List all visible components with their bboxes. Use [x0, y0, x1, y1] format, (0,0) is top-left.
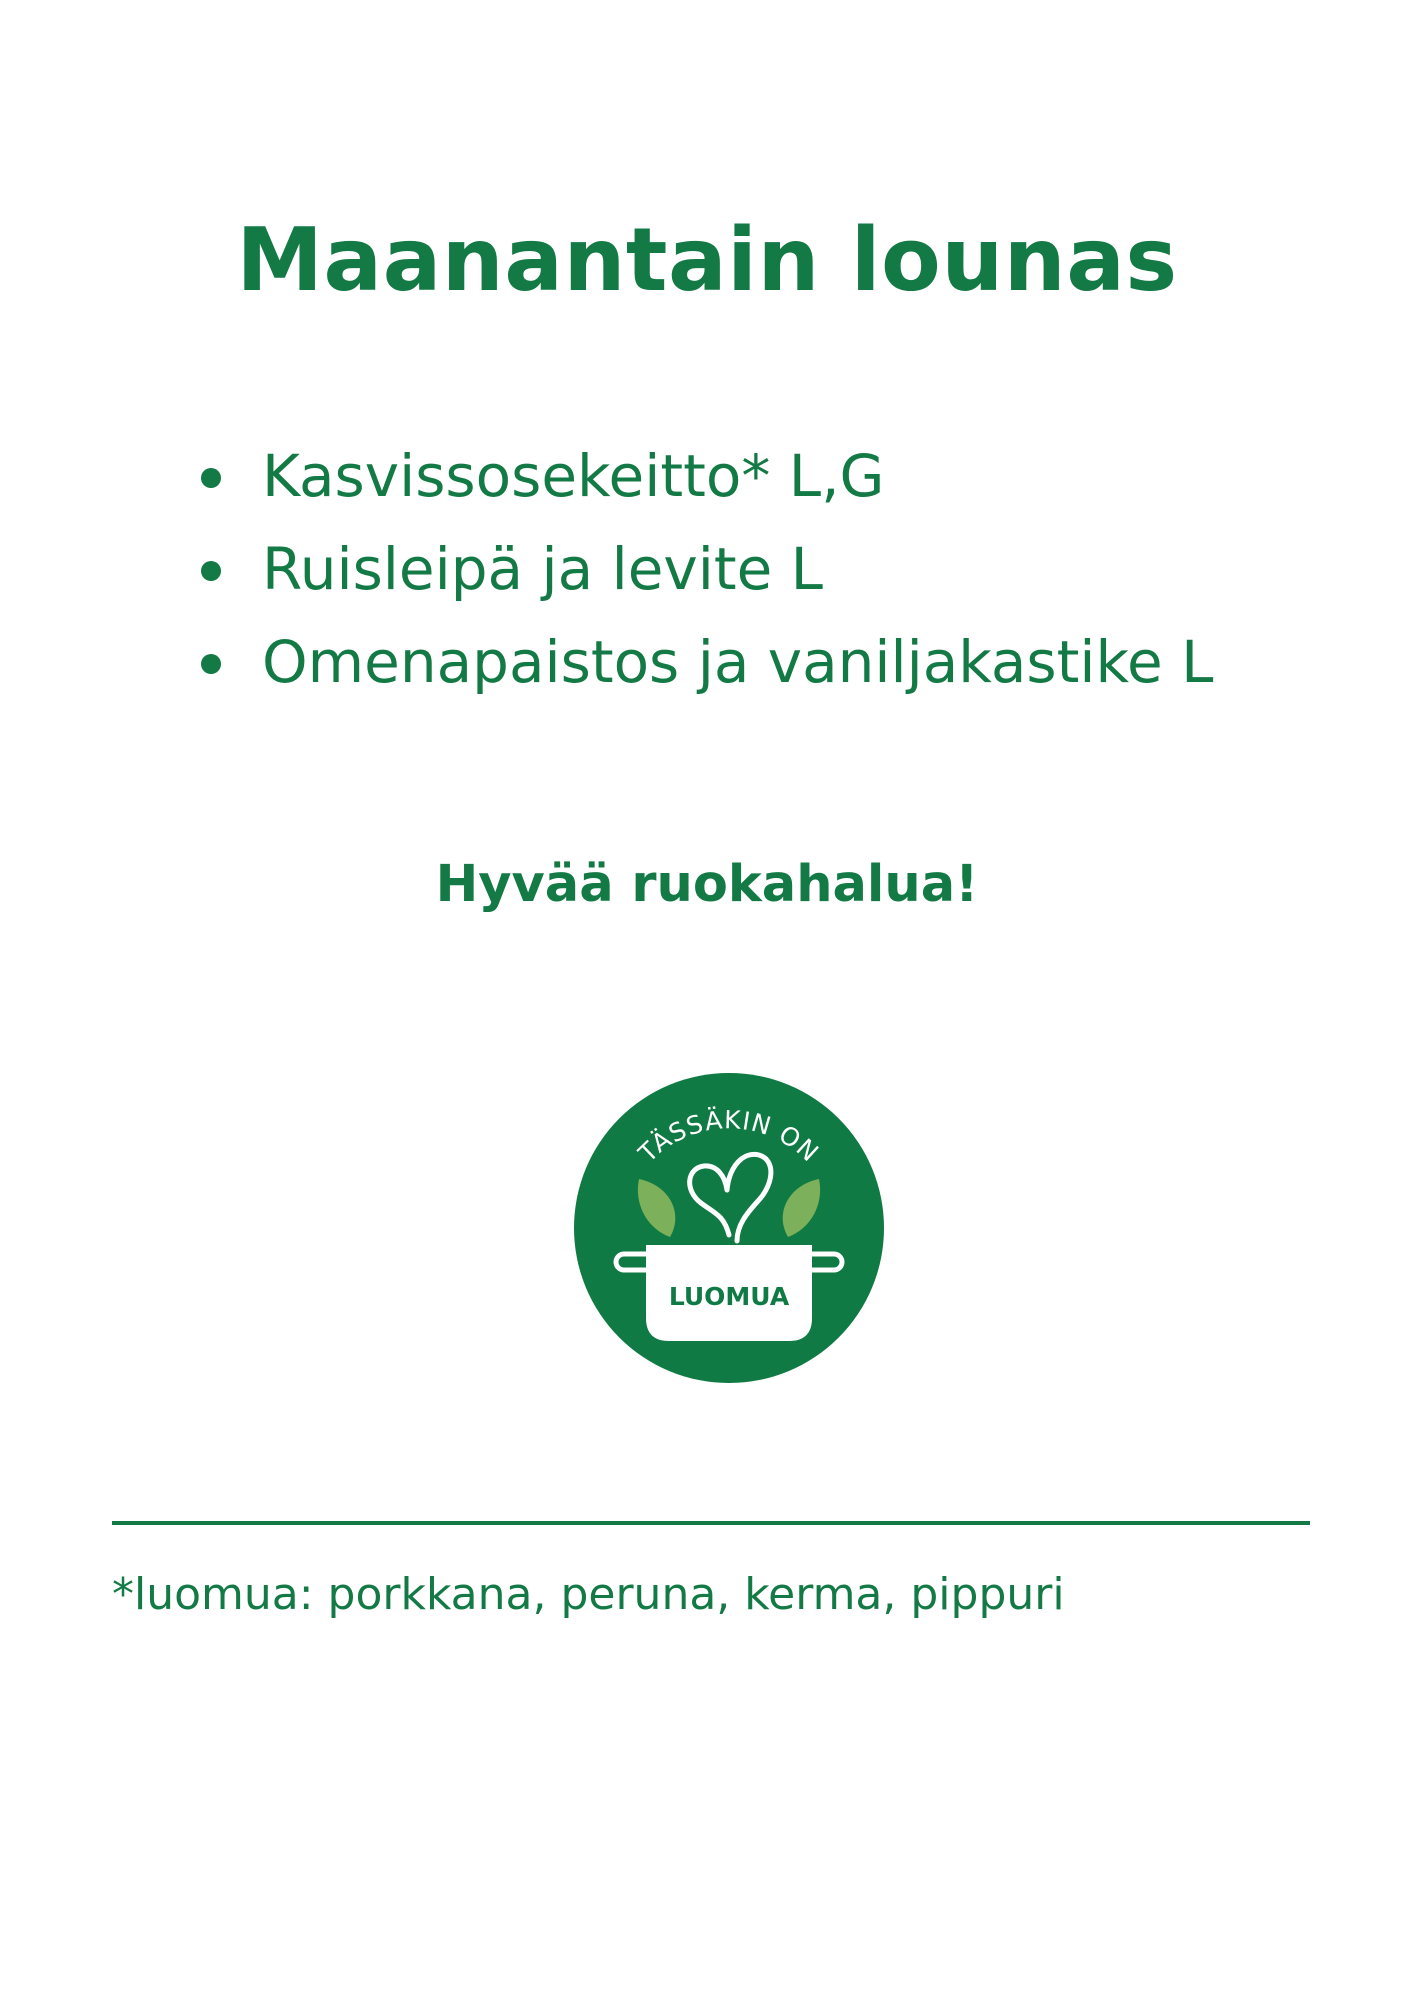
menu-item-label: Omenapaistos ja vaniljakastike L: [262, 628, 1214, 696]
divider-line: [112, 1521, 1310, 1525]
menu-item: [190, 430, 1213, 523]
organic-pot-heart-logo: [574, 1073, 884, 1383]
logo-arc-text: TÄSSÄKIN ON: [633, 1105, 825, 1168]
menu-item-label: Ruisleipä ja levite L: [262, 535, 823, 603]
page-title: Maanantain lounas: [236, 209, 1178, 311]
bullet-icon: [201, 654, 221, 674]
menu-item-label: Kasvissosekeitto* L,G: [262, 442, 885, 510]
bullet-icon: [201, 468, 221, 488]
greeting-text: Hyvää ruokahalua!: [435, 855, 979, 914]
footnote-text: *luomua: porkkana, peruna, kerma, pippuri: [112, 1569, 1065, 1620]
lunch-menu-list: [190, 430, 1213, 709]
menu-item: [190, 616, 1213, 709]
menu-item: [190, 523, 1213, 616]
bullet-icon: [201, 561, 221, 581]
logo-pot-text: LUOMUA: [668, 1282, 790, 1311]
